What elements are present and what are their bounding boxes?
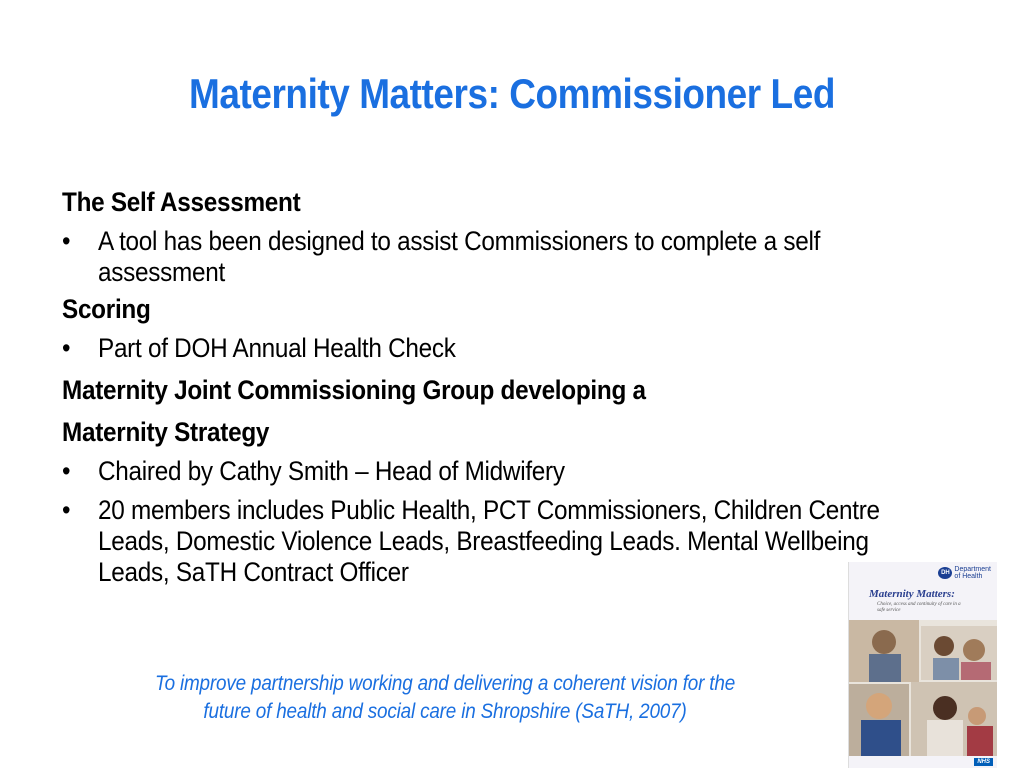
dh-text-line2: of Health [954, 573, 983, 580]
bullet-item [62, 333, 881, 364]
heading-group-line1: Maternity Joint Commissioning Group developing a [62, 375, 646, 405]
cover-title: Maternity Matters: [869, 588, 955, 600]
slide-body [62, 181, 881, 588]
cover-subtitle: Choice, access and continuity of care in a safe service [877, 602, 961, 613]
bullet-text: A tool has been designed to assist Commissioners to complete a self assessment [98, 226, 821, 287]
nhs-logo: NHS [974, 758, 993, 766]
cover-photo-collage [849, 620, 997, 756]
bullet-text: 20 members includes Public Health, PCT Commissioners, Children Centre Leads, Domestic Violence Leads, Breastfeeding Leads. Mental Wellbeing Leads, SaTH Contract Officer [98, 495, 880, 587]
bullet-icon: • [62, 333, 71, 363]
bullet-icon: • [62, 495, 71, 525]
heading-scoring: Scoring [62, 294, 151, 324]
bullet-icon: • [62, 226, 71, 256]
bullet-item [62, 456, 881, 487]
booklet-cover-image [848, 562, 997, 768]
heading-group-line2: Maternity Strategy [62, 417, 270, 447]
dh-text-line1: Department [954, 566, 991, 573]
bullet-item [62, 495, 881, 588]
bullet-item [62, 226, 881, 288]
bullet-text: Chaired by Cathy Smith – Head of Midwifery [98, 456, 565, 486]
bullet-icon: • [62, 456, 71, 486]
dh-badge: DH [938, 567, 952, 579]
bullet-text: Part of DOH Annual Health Check [98, 333, 456, 363]
closing-quote: To improve partnership working and delivering a coherent vision for the future of health and social care in Shropshire (SaTH, 2007) [154, 672, 736, 723]
department-of-health-logo [938, 566, 991, 580]
slide-title: Maternity Matters: Commissioner Led [189, 70, 835, 117]
heading-self-assessment: The Self Assessment [62, 187, 301, 217]
